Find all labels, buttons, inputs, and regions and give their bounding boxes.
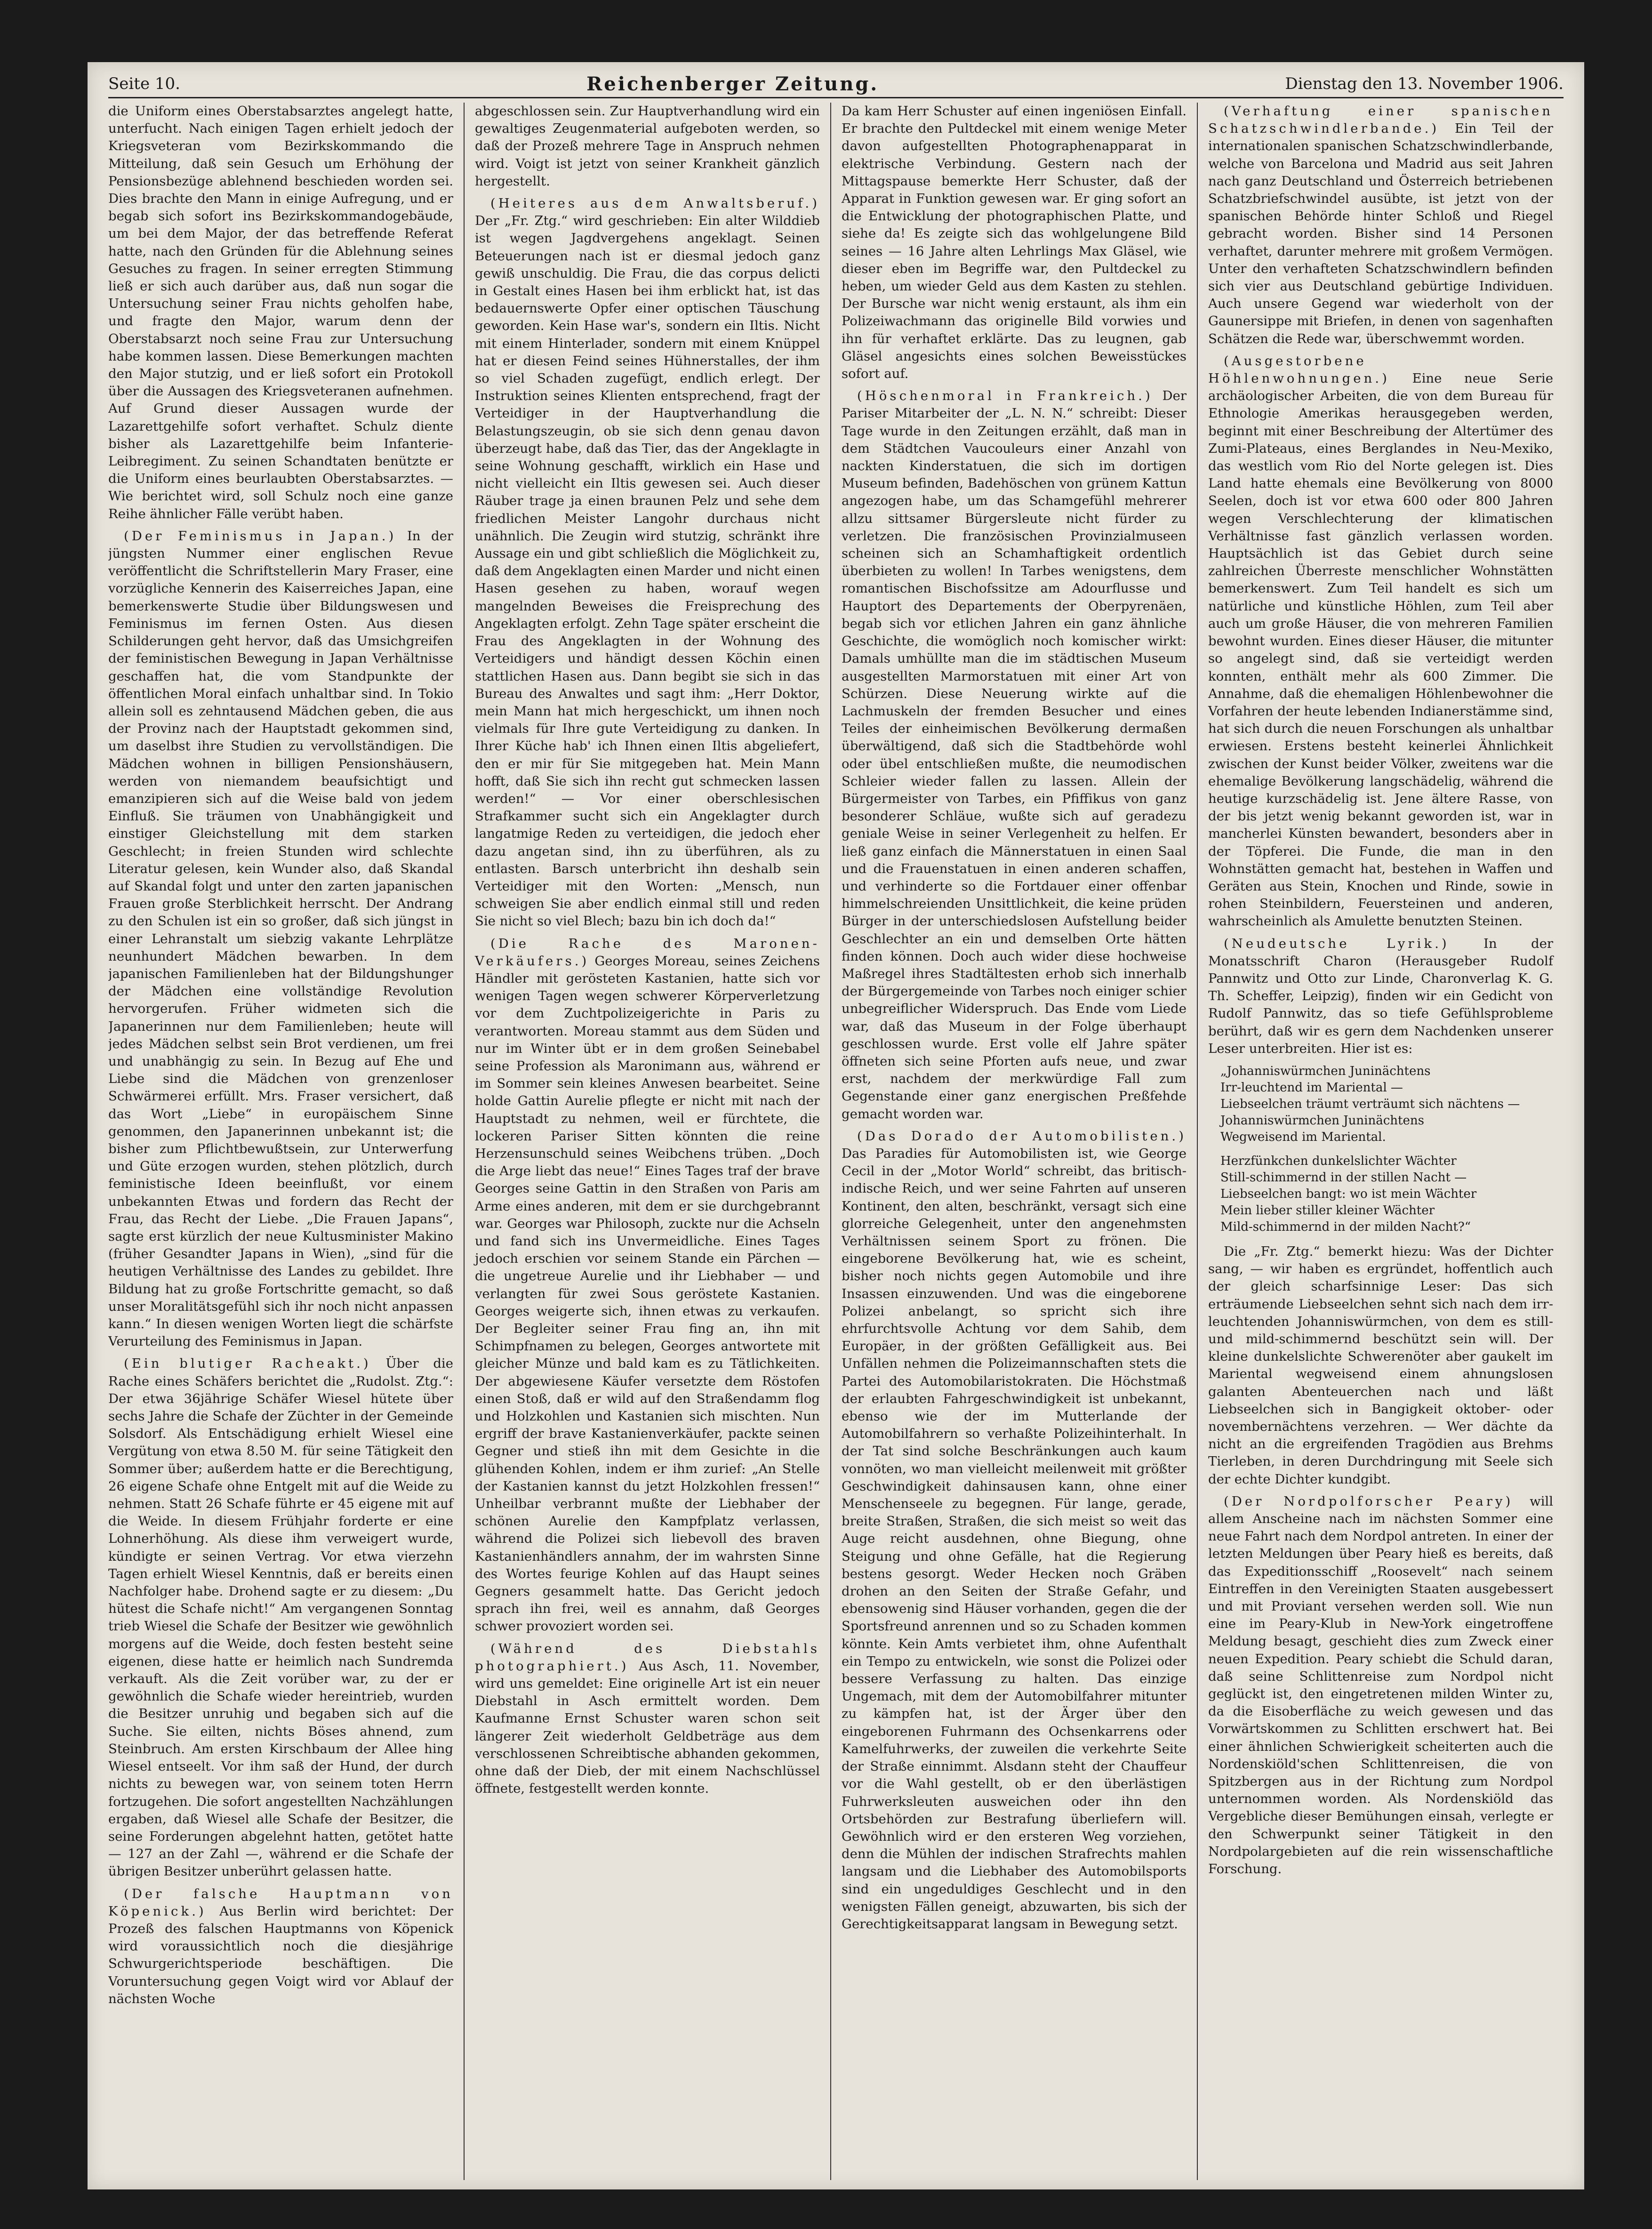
headline: (Ausgestorbene Höhlenwohnungen.)	[1208, 353, 1390, 386]
column-2	[465, 103, 831, 2180]
article-diebstahl	[475, 1640, 820, 1798]
headline: (Verhaftung einer spanischen Schatzschwindlerbande.)	[1208, 104, 1553, 136]
article-body: Das Paradies für Automobilisten ist, wie George Cecil in der „Motor World“ schreibt, das britisch-indische Reich, und wer seine Fahrten auf unseren Kontinent, den alten, beschränkt, versagt sich eine glorreiche Gelegenheit, unter den angenehmsten Verhältnissen seinem Sport zu frönen. Die eingeborene Bevölkerung hat, wie es scheint, bisher noch nichts gegen Automobile und ihre Insassen einzuwenden. Und was die eingeborene Polizei anbelangt, so spricht sich ihre ehrfurchtsvolle Achtung vor dem Sahib, dem Europäer, in der größten Gefälligkeit aus. Bei Unfällen nehmen die Polizeimannschaften stets die Partei des Automobilaristokraten. Die Höchstmaß der erlaubten Fahrgeschwindigkeit ist unbekannt, ebenso wie der im Mutterlande der Automobilfahrern so verhaßte Polizeihinterhalt. In der Tat sind solche Beschränkungen auch kaum vonnöten, wo man vielleicht meilenweit mit größter Geschwindigkeit dahinsausen kann, ohne einer Menschenseele zu begegnen. Für lange, gerade, breite Straßen, Straßen, die sich meist so weit das Auge reicht ausdehnen, ohne Biegung, ohne Steigung und ohne Gefälle, hat die Regierung bestens gesorgt. Weder Hecken noch Gräben drohen an den Seiten der Straße Gefahr, und ebensowenig sind Häuser vorhanden, gegen die der Sportsfreund anrennen und so zu Schaden kommen könnte. Kein Amts verbietet ihm, ohne Aufenthalt ein Tempo zu entwickeln, wie sonst die Polizei oder bessere Verfassung zu halten. Das einzige Ungemach, mit dem der Automobilfahrer mitunter zu kämpfen hat, ist der Ärger über den eingeborenen Fuhrmann des Ochsenkarrens oder Kamelfuhrwerks, der zuweilen die verkehrte Seite der Straße einnimmt. Alsdann steht der Chauffeur vor die Wahl gestellt, ob er den überlästigen Fuhrwerksleuten ausweichen oder ihn den Ortsbehörden zur Bestrafung überliefern will. Gewöhnlich wird er den ersteren Weg vorziehen, denn die Mühlen der indischen Strafrechts mahlen langsam und die Liebhaber des Automobilsports sind ein ungeduldiges Geschlecht und in den wenigsten Fällen geneigt, abzuwarten, bis sich der Gerechtigkeitsapparat langsam in Bewegung setzt.	[842, 1146, 1187, 1932]
column-4	[1198, 103, 1564, 2180]
headline: (Der Feminismus in Japan.)	[124, 528, 397, 544]
newspaper-page	[88, 62, 1584, 2189]
columns	[108, 103, 1564, 2180]
article-hauptmann	[108, 1885, 453, 2008]
article-body: Der Pariser Mitarbeiter der „L. N. N.“ schreibt: Dieser Tage wurde in den Zeitungen erzählt, daß man in dem Städtchen Vaucouleurs einer Anzahl von nackten Kinderstatuen, die sich im dortigen Museum befinden, Badehöschen von grünem Kattun angezogen habe, um das Schamgefühl mehrerer allzu sittsamer Bürgersleute nicht fürder zu verletzen. Die französischen Provinzialmuseen scheinen sich an Schamhaftigkeit ordentlich überbieten zu wollen! In Tarbes wenigstens, dem romantischen Bischofssitze am Adourflusse und Hauptort des Departements der Oberpyrenäen, begab sich vor etlichen Jahren ein ganz ähnliche Geschichte, die womöglich noch komischer wirkt: Damals umhüllte man die im städtischen Museum ausgestellten Marmorstatuen mit einer Art von Schürzen. Diese Neuerung wirkte auf die Lachmuskeln der fremden Besucher und eines Teiles der einheimischen Bevölkerung dermaßen überwältigend, daß sich die Stadtbehörde wohl oder übel entschließen mußte, die neumodischen Schleier wieder fallen zu lassen. Allein der Bürgermeister von Tarbes, ein Pfiffikus von ganz besonderer Schläue, wußte sich auf geradezu geniale Weise in seiner Verlegenheit zu helfen. Er ließ ganz einfach die Männerstatuen in einen Saal und die Frauenstatuen in einen anderen schaffen, und verhinderte so die Fortdauer einer offenbar himmelschreienden Unsittlichkeit, die keine prüden Bürger in der unterschiedslosen Aufstellung beider Geschlechter an ein und demselben Orte hätten finden können. Doch auch wider diese hochweise Maßregel ihres Stadtältesten erhob sich innerhalb der Bürgergemeinde von Tarbes noch einiger schier unbegreiflicher Widerspruch. Das Ende vom Liede war, daß das Museum in der Folge überhaupt geschlossen wurde. Erst volle elf Jahre später öffneten sich seine Pforten aufs neue, und zwar erst, nachdem der merkwürdige Fall zum Gegenstande einer ganz energischen Preßfehde gemacht worden war.	[842, 388, 1187, 1122]
article-body: will allem Anscheine nach im nächsten Sommer eine neue Fahrt nach dem Nordpol antreten. In einer der letzten Meldungen über Peary hieß es bereits, daß das Expeditionsschiff „Roosevelt“ nach seinem Eintreffen in den Vereinigten Staaten ausgebessert und mit Proviant versehen werden soll. Wie nun eine im Peary-Klub in New-York eingetroffene Meldung besagt, geschieht dies zum Zweck einer neuen Expedition. Peary schiebt die Schuld daran, daß seine Schlittenreise zum Nordpol nicht geglückt ist, den eingetretenen milden Winter zu, da die Eisoberfläche zu weich gewesen und das Vorwärtskommen zu Schlitten erschwert hat. Bei einer ähnlichen Schwierigkeit scheiterten auch die Nordenskiöld'schen Schlittenreisen, die von Spitzbergen aus in der Richtung zum Nordpol unternommen worden. Als Nordenskiöld das Vergebliche dieser Bemühungen einsah, verlegte er den Schwerpunkt seiner Tätigkeit in den Nordpolargebieten auf die rein wissenschaftliche Forschung.	[1208, 1493, 1553, 1877]
article-rache	[108, 1355, 453, 1880]
article-lyrik-comment	[1208, 1243, 1553, 1488]
article-dorado	[842, 1128, 1187, 1933]
article-continuation: die Uniform eines Oberstabsarztes angelegt hatte, unterfucht. Nach einigen Tagen erhielt jedoch der Kriegsveteran vom Bezirkskommando die Mitteilung, daß sein Gesuch um Erhöhung der Pensionsbezüge ablehnend beschieden worden sei. Dies brachte den Mann in einige Aufregung, und er begab sich sofort ins Bezirkskommandogebäude, um bei dem Major, der das betreffende Referat hatte, nach den Gründen für die Ablehnung seines Gesuches zu fragen. In seiner erregten Stimmung ließ er sich auch darüber aus, daß nun sogar die Untersuchung seiner Frau nichts geholfen habe, und fragte den Major, warum denn der Oberstabsarzt noch seine Frau zur Untersuchung habe kommen lassen. Diese Bemerkungen machten den Major stutzig, und er ließ sofort ein Protokoll über die Aussagen des Kriegsveteranen aufnehmen. Auf Grund dieser Aussagen wurde der Lazarettgehilfe sofort verhaftet. Schulz diente bisher als Lazarettgehilfe beim Infanterie-Leibregiment. Zu seinen Schandtaten benützte er die Uniform eines beurlaubten Oberstabsarztes. — Wie berichtet wird, soll Schulz noch eine ganze Reihe ähnlicher Fälle verübt haben.	[108, 104, 453, 521]
column-1	[108, 103, 465, 2180]
headline: (Ein blutiger Racheakt.)	[124, 1356, 371, 1371]
poem-line: Johanniswürmchen Juninächtens	[1220, 1113, 1424, 1128]
article-anwalt	[475, 195, 820, 930]
article-continuation: abgeschlossen sein. Zur Hauptverhandlung wird ein gewaltiges Zeugenmaterial aufgeboten werden, so daß der Prozeß mehrere Tage in Anspruch nehmen wird. Voigt ist jetzt von seiner Krankheit gänzlich hergestellt.	[475, 104, 820, 189]
headline: (Während des Diebstahls photographiert.)	[475, 1641, 820, 1674]
article-body: Georges Moreau, seines Zeichens Händler mit gerösteten Kastanien, hatte sich vor wenigen Tagen wegen schwerer Körperverletzung vor dem Zuchtpolizeigerichte in Paris zu verantworten. Moreau stammt aus dem Süden und nur im Winter übt er in dem großen Seinebabel seine Profession als Maronimann aus, während er im Sommer sein kleines Anwesen bearbeitet. Seine holde Gattin Aurelie pflegte er nicht mit nach der Hauptstadt zu nehmen, weil er fürchtete, die lockeren Pariser Sitten könnten die reine Herzensunschuld seines Weibchens trüben. „Doch die Arge liebt das neue!“ Eines Tages traf der brave Georges seine Gattin in den Straßen von Paris am Arme eines anderen, mit dem er sie durchgebrannt war. Georges war Philosoph, zuckte nur die Achseln und fand sich ins Unvermeidliche. Eines Tages jedoch erschien vor seinem Stande ein Pärchen — die ungetreue Aurelie und ihr Liebhaber — und verlangten für zwei Sous geröstete Kastanien. Georges weigerte sich, ihnen etwas zu verkaufen. Der Begleiter seiner Frau fing an, ihn mit Schimpfnamen zu belegen, Georges antwortete mit gleicher Münze und bald kam es zu Tätlichkeiten. Der abgewiesene Käufer versetzte dem Röstofen einen Stoß, daß er wild auf den Straßendamm flog und Holzkohlen und Kastanien sich mischten. Nun ergriff der brave Kastanienverkäufer, packte seinen Gegner und stieß ihn mit dem Gesichte in die glühenden Kohlen, indem er ihm zurief: „An Stelle der Kastanien kannst du jetzt Holzkohlen fressen!“ Unheilbar verbrannt mußte der Liebhaber der schönen Aurelie den Kampfplatz verlassen, während die Polizei sich liebevoll des braven Kastanienhändlers annahm, der im wahrsten Sinne des Wortes feurige Kohlen auf das Haupt seines Gegners gesammelt hatte. Das Gericht jedoch sprach ihn frei, weil es annahm, daß Georges schwer provoziert worden sei.	[475, 953, 820, 1634]
headline: (Neudeutsche Lyrik.)	[1224, 936, 1450, 951]
article-body: Aus Berlin wird berichtet: Der Prozeß des falschen Hauptmanns von Köpenick wird voraussichtlich noch die diesjährige Schwurgerichtsperiode beschäftigen. Die Voruntersuchung gegen Voigt wird vor Ablauf der nächsten Woche	[108, 1903, 453, 2006]
article-lyrik	[1208, 935, 1553, 1058]
poem-stanza-2	[1220, 1153, 1553, 1235]
poem-line: Still-schimmernd in der stillen Nacht —	[1220, 1170, 1467, 1185]
poem-line: „Johanniswürmchen Juninächtens	[1220, 1064, 1431, 1078]
article-continuation: Da kam Herr Schuster auf einen ingeniösen Einfall. Er brachte den Pultdeckel mit einem wenige Meter davon aufgestellten Photographenapparat in elektrische Verbindung. Gestern nach der Mittagspause bemerkte Herr Schuster, daß der Apparat in Funktion gewesen war. Er ging sofort an die Entwicklung der photographischen Platte, und siehe da! Es zeigte sich das wohlgelungene Bild seines — 16 Jahre alten Lehrlings Max Gläsel, wie dieser eben im Begriffe war, den Pultdeckel zu heben, um wieder Geld aus dem Kasten zu stehlen. Der Bursche war nicht wenig erstaunt, als ihm ein Polizeiwachmann das originelle Bild vorwies und ihn für verhaftet erklärte. Das zu leugnen, gab Gläsel angesichts eines solchen Beweisstückes sofort auf.	[842, 104, 1187, 382]
poem-stanza-1	[1220, 1063, 1553, 1146]
article-body: Über die Rache eines Schäfers berichtet die „Rudolst. Ztg.“: Der etwa 36jährige Schäfer Wiesel hütete über sechs Jahre die Schafe der Züchter in der Gemeinde Solsdorf. Als Entschädigung erhielt Wiesel eine Vergütung von etwa 8.50 M. für seine Tätigkeit den Sommer über; außerdem hatte er die Berechtigung, 26 eigene Schafe ohne Entgelt mit auf die Weide zu nehmen. Statt 26 Schafe führte er 45 eigene mit auf die Weide. In diesem Frühjahr forderte er eine Lohnerhöhung. Als diese ihm verweigert wurde, kündigte er seinen Vertrag. Vor etwa vierzehn Tagen erhielt Wiesel Kenntnis, daß er bereits einen Nachfolger habe. Drohend sagte er zu diesem: „Du hütest die Schafe nicht!“ Am vergangenen Sonntag trieb Wiesel die Schafe der Besitzer wie gewöhnlich morgens auf die Weide, doch festen besteht seine eigenen, diese hatte er heimlich nach Sundremda verkauft. Als die Zeit vorüber war, zu der er gewöhnlich die Schafe wieder hereintrieb, wurden die Besitzer unruhig und begaben sich auf die Suche. Sie eilten, nichts Böses ahnend, zum Steinbruch. Am ersten Kirschbaum der Allee hing Wiesel entseelt. Vor ihm saß der Hund, der durch nichts zu bewegen war, von seinem toten Herrn fortzugehen. Die sofort angestellten Nachzählungen ergaben, daß Wiesel alle Schafe der Besitzer, die seine Forderungen abgelehnt hatten, getötet hatte — 127 an der Zahl —, während er die Schafe der übrigen Besitzer unberührt gelassen hatte.	[108, 1356, 453, 1879]
newspaper-title: Reichenberger Zeitung.	[586, 72, 879, 95]
article-peary	[1208, 1493, 1553, 1878]
article-body: Aus Asch, 11. November, wird uns gemeldet: Eine originelle Art ist ein neuer Diebstahl in Asch ermittelt worden. Dem Kaufmanne Ernst Schuster waren schon seit längerer Zeit wiederholt Geldbeträge aus dem verschlossenen Schreibtische abhanden gekommen, ohne daß der Dieb, der mit einem Nachschlüssel öffnete, festgestellt werden konnte.	[475, 1658, 820, 1796]
article-body: Die „Fr. Ztg.“ bemerkt hiezu: Was der Dichter sang, — wir haben es ergründet, hoffentlich auch der gleich scharfsinnige Leser: Das sich erträumende Liebseelchen sehnt sich nach dem irr-leuchtenden Johanniswürmchen, von dem es still- und mild-schimmernd beschützt sein will. Der kleine dunkelslichte Schwerenöter aber gaukelt im Mariental wegweisend einem ahnungslosen galanten Abenteuerchen nach und läßt Liebseelchen sich in Bangigkeit oktober- oder novembernächtens verzehren. — Wer dächte da nicht an die ergreifenden Tragödien aus Brehms Tierleben, in deren Durchdringung mit Seele sich der echte Dichter kundgibt.	[1208, 1243, 1553, 1487]
page-number: Seite 10.	[108, 74, 180, 93]
article-japan	[108, 528, 453, 1351]
headline: (Der Nordpolforscher Peary)	[1224, 1493, 1514, 1509]
article-body: Der „Fr. Ztg.“ wird geschrieben: Ein alter Wilddieb ist wegen Jagdvergehens angeklagt. Seinen Beteuerungen nach ist er diesmal jedoch ganz gewiß unschuldig. Die Frau, die das corpus delicti in Gestalt eines Hasen bei ihm erblickt hat, ist das bedauernswerte Opfer einer optischen Täuschung geworden. Kein Hase war's, sondern ein Iltis. Nicht mit einem Hinterlader, sondern mit einem Knüppel hat er diesen Feind seines Hühnerstalles, der ihm so viel Schaden zugefügt, endlich erlegt. Der Instruktion seines Klienten entsprechend, fragt der Verteidiger in der Hauptverhandlung die Belastungszeugin, ob sie sich denn genau davon überzeugt habe, daß das Tier, das der Angeklagte in seine Wohnung geschafft, wirklich ein Hase und nicht vielleicht ein Iltis gewesen sei. Auch dieser Räuber trage ja einen braunen Pelz und sehe dem friedlichen Meister Langohr durchaus nicht unähnlich. Die Zeugin wird stutzig, schränkt ihre Aussage ein und gibt schließlich die Möglichkeit zu, daß dem Angeklagten einen Marder und nicht einen Hasen gesehen zu haben, worauf wegen mangelnden Beweises die Freisprechung des Angeklagten erfolgt. Zehn Tage später erscheint die Frau des Angeklagten in der Wohnung des Verteidigers und händigt dessen Köchin einen stattlichen Hasen aus. Dann begibt sie sich in das Bureau des Anwaltes und sagt ihm: „Herr Doktor, mein Mann hat mich hergeschickt, um ihnen noch vielmals für Ihre gute Verteidigung zu danken. In Ihrer Küche hab' ich Ihnen einen Iltis abgeliefert, den er mir für Sie mitgegeben hat. Mein Mann hofft, daß Sie sich ihn recht gut schmecken lassen werden!“ — Vor einer oberschlesischen Strafkammer sucht sich ein Angeklagter durch langatmige Reden zu verteidigen, die jedoch eher dazu angetan sind, ihn zu überführen, als zu entlasten. Barsch unterbricht ihn deshalb sein Verteidiger mit den Worten: „Mensch, nun schweigen Sie aber endlich einmal still und reden Sie nicht so viel Blech; bazu bin ich doch da!“	[475, 213, 820, 929]
article-body: Eine neue Serie archäologischer Arbeiten, die von dem Bureau für Ethnologie Amerikas herausgegeben werden, beginnt mit einer Beschreibung der Altertümer des Zumi-Plateaus, eines Berglandes in Neu-Mexiko, das westlich vom Rio del Norte gelegen ist. Dies Land hatte ehemals eine Bevölkerung von 8000 Seelen, doch ist vor etwa 600 oder 800 Jahren wegen Verschlechterung der klimatischen Verhältnisse fast gänzlich verlassen worden. Hauptsächlich ist das Gebiet durch seine zahlreichen Überreste menschlicher Wohnstätten bemerkenswert. Zum Teil handelt es sich um natürliche und künstliche Höhlen, zum Teil aber auch um große Häuser, die von mehreren Familien bewohnt wurden. Eines dieser Häuser, die mitunter so angelegt sind, daß sie verteidigt werden konnten, enthält mehr als 600 Zimmer. Die Annahme, daß die ehemaligen Höhlenbewohner die Vorfahren der heute lebenden Indianerstämme sind, hat sich durch die neuen Forschungen als unhaltbar erwiesen. Erstens besteht keinerlei Ähnlichkeit zwischen der Kunst beider Völker, zweitens war die ehemalige Bevölkerung langschädelig, während die heutige kurzschädelig ist. Jene ältere Rasse, von der bis jetzt wenig bekannt geworden ist, war in mancherlei Künsten bewandert, besonders aber in der Töpferei. Die Funde, die man in den Wohnstätten gemacht hat, bestehen in Waffen und Geräten aus Stein, Knochen und Rinde, sowie in rohen Steinbildern, Feuersteinen und anderen, wahrscheinlich als Amulette benutzten Steinen.	[1208, 371, 1553, 929]
article-body: Ein Teil der internationalen spanischen Schatzschwindlerbande, welche von Barcelona und Madrid aus seit Jahren nach ganz Deutschland und Österreich betriebenen Schatzbriefschwindel ausübte, ist jetzt von der spanischen Behörde hinter Schloß und Riegel gebracht worden. Bisher sind 14 Personen verhaftet, darunter mehrere mit großem Vermögen. Unter den verhafteten Schatzschwindlern befinden sich vier aus Deutschland gebürtige Individuen. Auch unsere Gegend war wiederholt von der Gaunersippe mit Briefen, in denen von sagenhaften Schätzen die Rede war, überschwemmt worden.	[1208, 121, 1553, 346]
article-schatz	[1208, 103, 1553, 348]
article-hoehlen	[1208, 353, 1553, 930]
column-3	[831, 103, 1198, 2180]
article-hoeschen	[842, 387, 1187, 1123]
poem-line: Herzfünkchen dunkelslichter Wächter	[1220, 1154, 1457, 1168]
poem-line: Irr-leuchtend im Mariental —	[1220, 1080, 1403, 1095]
poem-line: Wegweisend im Mariental.	[1220, 1130, 1386, 1144]
article-body: In der Monatsschrift Charon (Herausgeber Rudolf Pannwitz und Otto zur Linde, Charonverlag K. G. Th. Scheffer, Leipzig), finden wir ein Gedicht von Rudolf Pannwitz, das so tiefe Gefühlsprobleme berührt, daß wir es gern dem Nachdenken unserer Leser unterbreiten. Hier ist es:	[1208, 936, 1553, 1056]
headline: (Das Dorado der Automobilisten.)	[857, 1128, 1187, 1144]
masthead	[108, 71, 1564, 98]
article-maronen	[475, 935, 820, 1636]
poem-line: Mein lieber stiller kleiner Wächter	[1220, 1203, 1435, 1218]
article-body: In der jüngsten Nummer einer englischen Revue veröffentlicht die Schriftstellerin Mary Fraser, eine vorzügliche Kennerin des Kaiserreiches Japan, eine bemerkenswerte Studie über Bildungswesen und Feminismus im fernen Osten. Aus diesen Schilderungen geht hervor, daß das Umsichgreifen der feministischen Bewegung in Japan Verhältnisse geschaffen hat, die vom Standpunkte der öffentlichen Moral einfach unhaltbar sind. In Tokio allein soll es zehntausend Mädchen geben, die aus der Provinz nach der Hauptstadt gekommen sind, um daselbst ihre Studien zu vervollständigen. Die Mädchen wohnen in billigen Pensionshäusern, werden von niemandem beaufsichtigt und emanzipieren sich auf die Weise bald von jedem Einfluß. Sie träumen von Unabhängigkeit und einstiger Gleichstellung mit dem starken Geschlecht; in freien Stunden wird schlechte Literatur gelesen, kein Wunder also, daß Skandal auf Skandal folgt und unter den zarten japanischen Frauen große Sterblichkeit herrscht. Der Andrang zu den Schulen ist ein so großer, daß sich jüngst in einer Lehranstalt um siebzig vakante Lehrplätze neunhundert Mädchen bewarben. In dem japanischen Familienleben hat der Bildungshunger der Mädchen eine vollständige Revolution hervorgerufen. Früher widmeten sich die Japanerinnen nur dem Familienleben; heute will jedes Mädchen selbst sein Brot verdienen, um frei und unabhängig zu sein. In Bezug auf Ehe und Liebe sind die Mädchen von grenzenloser Schwärmerei erfüllt. Mrs. Fraser versichert, daß das Wort „Liebe“ in europäischem Sinne genommen, den Japanerinnen unbekannt ist; die bisher zum Pflichtbewußtsein, zur Unterwerfung und Güte erzogen wurden, stehen plötzlich, durch feministische Ideen beeinflußt, vor einem unbekannten Etwas und fordern das Recht der Frau, das Recht der Liebe. „Die Frauen Japans“, sagte erst kürzlich der neue Kultusminister Makino (früher Gesandter Japans in Wien), „sind für die heutigen Verhältnisse des Landes zu gebildet. Ihre Bildung hat zu große Fortschritte gemacht, so daß unser Moralitätsgefühl sich ihr noch nicht anpassen kann.“ In diesen wenigen Worten liegt die schärfste Verurteilung des Feminismus in Japan.	[108, 528, 453, 1349]
headline: (Der falsche Hauptmann von Köpenick.)	[108, 1886, 453, 1919]
poem-line: Liebseelchen träumt verträumt sich nächtens —	[1220, 1097, 1520, 1111]
poem-line: Mild-schimmernd in der milden Nacht?“	[1220, 1219, 1471, 1234]
headline: (Heiteres aus dem Anwaltsberuf.)	[490, 196, 820, 211]
headline: (Höschenmoral in Frankreich.)	[857, 388, 1153, 404]
poem-line: Liebseelchen bangt: wo ist mein Wächter	[1220, 1187, 1477, 1201]
headline: (Die Rache des Maronen-Verkäufers.)	[475, 936, 820, 969]
issue-date: Dienstag den 13. November 1906.	[1285, 74, 1564, 93]
